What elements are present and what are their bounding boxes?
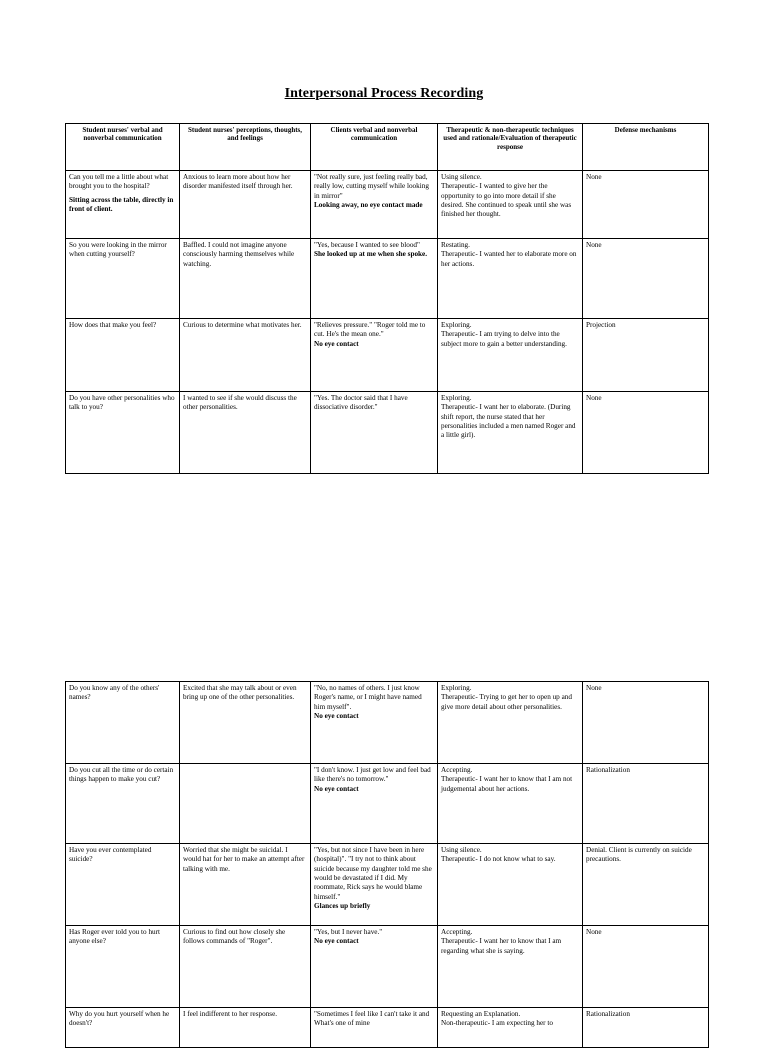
client-cell: [311, 926, 438, 1008]
technique-cell: [438, 392, 583, 474]
technique-rationale: Therapeutic- Trying to get her to open up and give more detail about other personalities.: [441, 693, 572, 711]
technique-name: Requesting an Explanation.: [441, 1010, 521, 1018]
defense-cell: None: [583, 392, 709, 474]
client-cell: [311, 392, 438, 474]
client-cell: [311, 764, 438, 844]
client-nonverbal: No eye contact: [314, 937, 359, 946]
client-nonverbal: No eye contact: [314, 784, 359, 793]
defense-cell: None: [583, 171, 709, 239]
technique-cell: [438, 764, 583, 844]
nurse-cell: [66, 319, 180, 392]
client-nonverbal: No eye contact: [314, 339, 359, 348]
table-row: [66, 239, 709, 319]
technique-name: Exploring.: [441, 684, 472, 692]
technique-rationale: Therapeutic- I do not know what to say.: [441, 855, 556, 864]
client-nonverbal: No eye contact: [314, 712, 359, 721]
technique-cell: [438, 171, 583, 239]
nurse-cell: [66, 239, 180, 319]
technique-rationale: Therapeutic- I wanted her to elaborate more on her actions.: [441, 250, 577, 268]
nurse-text: So you were looking in the mirror when cutting yourself?: [69, 241, 167, 259]
client-nonverbal: She looked up at me when she spoke.: [314, 250, 428, 259]
technique-rationale: Therapeutic- I want her to know that I am not judgemental about her actions.: [441, 775, 573, 793]
nurse-text: Why do you hurt yourself when he doesn't?: [69, 1010, 170, 1028]
client-cell: [311, 844, 438, 926]
technique-name: Accepting.: [441, 928, 473, 936]
defense-cell: Rationalization: [583, 1008, 709, 1048]
technique-rationale: Therapeutic- I want her to elaborate. (During shift report, the nurse stated that her personalities included a men named Roger and a little girl).: [441, 403, 576, 440]
technique-cell: [438, 1008, 583, 1048]
technique-rationale: Therapeutic- I wanted to give her the opportunity to go into more detail if she desired. She continued to speak until she was finished her thought.: [441, 182, 572, 219]
client-text: "Yes. The doctor said that I have dissociative disorder.": [314, 394, 408, 412]
perception-cell: Baffled. I could not imagine anyone consciously harming themselves while watching.: [180, 239, 311, 319]
perception-cell: Excited that she may talk about or even bring up one of the other personalities.: [180, 682, 311, 764]
process-recording-table-2: [65, 681, 709, 1048]
nurse-cell: [66, 171, 180, 239]
col-header-technique: Therapeutic & non-therapeutic techniques used and rationale/Evaluation of therapeutic response: [438, 124, 583, 171]
table-row: [66, 171, 709, 239]
perception-cell: Curious to find out how closely she follows commands of "Roger".: [180, 926, 311, 1008]
client-cell: [311, 171, 438, 239]
technique-name: Using silence.: [441, 846, 482, 854]
nurse-nonverbal: Sitting across the table, directly in front of client.: [69, 195, 174, 214]
nurse-text: Can you tell me a little about what brought you to the hospital?: [69, 173, 169, 191]
technique-name: Exploring.: [441, 394, 472, 402]
technique-name: Accepting.: [441, 766, 473, 774]
nurse-cell: [66, 764, 180, 844]
client-text: "Sometimes I feel like I can't take it and What's one of mine: [314, 1010, 430, 1028]
defense-cell: Projection: [583, 319, 709, 392]
client-text: "Yes, because I wanted to see blood": [314, 241, 420, 249]
perception-cell: Worried that she might be suicidal. I would hat for her to make an attempt after talking with me.: [180, 844, 311, 926]
nurse-cell: [66, 1008, 180, 1048]
perception-cell: I feel indifferent to her response.: [180, 1008, 311, 1048]
table-row: [66, 844, 709, 926]
client-cell: [311, 319, 438, 392]
perception-cell: [180, 764, 311, 844]
client-nonverbal: Looking away, no eye contact made: [314, 201, 423, 210]
table-header-row: [66, 124, 709, 171]
client-text: "I don't know. I just get low and feel bad like there's no tomorrow.": [314, 766, 431, 784]
nurse-cell: [66, 392, 180, 474]
col-header-perception: Student nurses' perceptions, thoughts, and feelings: [180, 124, 311, 171]
defense-cell: Rationalization: [583, 764, 709, 844]
nurse-cell: [66, 844, 180, 926]
client-text: "No, no names of others. I just know Roger's name, or I might have named him myself".: [314, 684, 422, 711]
client-text: "Not really sure, just feeling really bad, really low, cutting myself while looking in mirror": [314, 173, 429, 200]
perception-cell: I wanted to see if she would discuss the other personalities.: [180, 392, 311, 474]
client-cell: [311, 682, 438, 764]
nurse-text: How does that make you feel?: [69, 321, 157, 329]
defense-cell: None: [583, 682, 709, 764]
col-header-nurse: Student nurses' verbal and nonverbal communication: [66, 124, 180, 171]
perception-cell: Curious to determine what motivates her.: [180, 319, 311, 392]
technique-rationale: Therapeutic- I want her to know that I am regarding what she is saying.: [441, 937, 562, 955]
nurse-cell: [66, 682, 180, 764]
table-row: [66, 1008, 709, 1048]
table-row: [66, 926, 709, 1008]
process-recording-table-1: [65, 123, 709, 474]
client-text: "Yes, but I never have.": [314, 928, 383, 936]
technique-cell: [438, 926, 583, 1008]
technique-rationale: Non-therapeutic- I am expecting her to: [441, 1019, 553, 1028]
table-row: [66, 764, 709, 844]
technique-cell: [438, 682, 583, 764]
col-header-client: Clients verbal and nonverbal communication: [311, 124, 438, 171]
table-row: [66, 319, 709, 392]
nurse-text: Do you know any of the others' names?: [69, 684, 160, 702]
page-title: Interpersonal Process Recording: [284, 86, 484, 101]
client-text: "Relieves pressure." "Roger told me to cut. He's the mean one.": [314, 321, 426, 339]
nurse-text: Do you have other personalities who talk to you?: [69, 394, 175, 412]
table-row: [66, 392, 709, 474]
client-nonverbal: Glances up briefly: [314, 902, 371, 911]
nurse-text: Has Roger ever told you to hurt anyone else?: [69, 928, 161, 946]
table-row: [66, 682, 709, 764]
nurse-text: Have you ever contemplated suicide?: [69, 846, 152, 864]
defense-cell: None: [583, 926, 709, 1008]
defense-cell: None: [583, 239, 709, 319]
defense-cell: Denial. Client is currently on suicide precautions.: [583, 844, 709, 926]
client-cell: [311, 1008, 438, 1048]
technique-rationale: Therapeutic- I am trying to delve into the subject more to gain a better understanding.: [441, 330, 567, 348]
technique-name: Exploring.: [441, 321, 472, 329]
nurse-cell: [66, 926, 180, 1008]
col-header-defense: Defense mechanisms: [583, 124, 709, 171]
technique-cell: [438, 239, 583, 319]
perception-cell: Anxious to learn more about how her disorder manifested itself through her.: [180, 171, 311, 239]
technique-name: Using silence.: [441, 173, 482, 181]
nurse-text: Do you cut all the time or do certain things happen to make you cut?: [69, 766, 174, 784]
technique-cell: [438, 844, 583, 926]
technique-name: Restating.: [441, 241, 470, 249]
client-text: "Yes, but not since I have been in here (hospital)". "I try not to think about suicide because my daughter told me she would be devastated if I did. My roommate, Rick says he would blame himself.": [314, 846, 432, 901]
technique-cell: [438, 319, 583, 392]
client-cell: [311, 239, 438, 319]
